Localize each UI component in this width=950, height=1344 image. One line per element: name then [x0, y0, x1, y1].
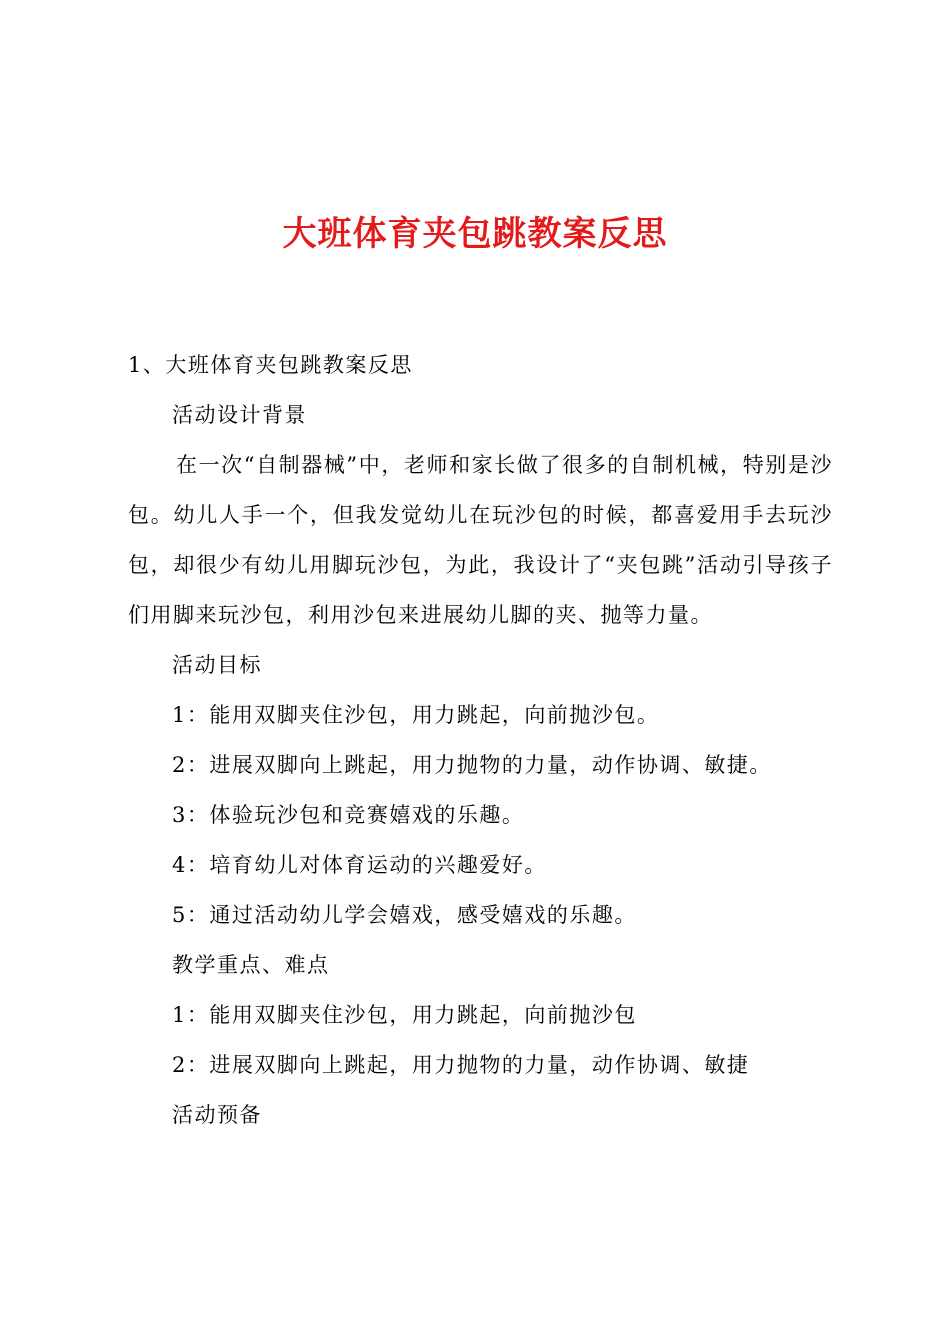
background-heading: 活动设计背景 — [172, 403, 307, 427]
goal-item: 3：体验玩沙包和竞赛嬉戏的乐趣。 — [172, 803, 525, 827]
prep-heading: 活动预备 — [172, 1103, 262, 1127]
goal-item: 5：通过活动幼儿学会嬉戏，感受嬉戏的乐趣。 — [172, 903, 637, 927]
goal-item: 1：能用双脚夹住沙包，用力跳起，向前抛沙包。 — [172, 703, 660, 727]
focus-heading: 教学重点、难点 — [172, 953, 330, 977]
focus-item: 1：能用双脚夹住沙包，用力跳起，向前抛沙包 — [172, 1003, 637, 1027]
goal-item: 2：进展双脚向上跳起，用力抛物的力量，动作协调、敏捷。 — [172, 753, 772, 777]
goals-heading: 活动目标 — [172, 653, 262, 677]
focus-item: 2：进展双脚向上跳起，用力抛物的力量，动作协调、敏捷 — [172, 1053, 750, 1077]
goal-item: 4：培育幼儿对体育运动的兴趣爱好。 — [172, 853, 547, 877]
background-paragraph: 在一次“自制器械”中，老师和家长做了很多的自制机械，特别是沙包。幼儿人手一个，但我发觉幼儿在玩沙包的时候，都喜爱用手去玩沙包，却很少有幼儿用脚玩沙包，为此，我设计了“夹包跳”活动引导孩子们用脚来玩沙包，利用沙包来进展幼儿脚的夹、抛等力量。 — [128, 453, 833, 627]
section-heading: 1、大班体育夹包跳教案反思 — [128, 353, 413, 377]
document-title: 大班体育夹包跳教案反思 — [282, 214, 668, 254]
